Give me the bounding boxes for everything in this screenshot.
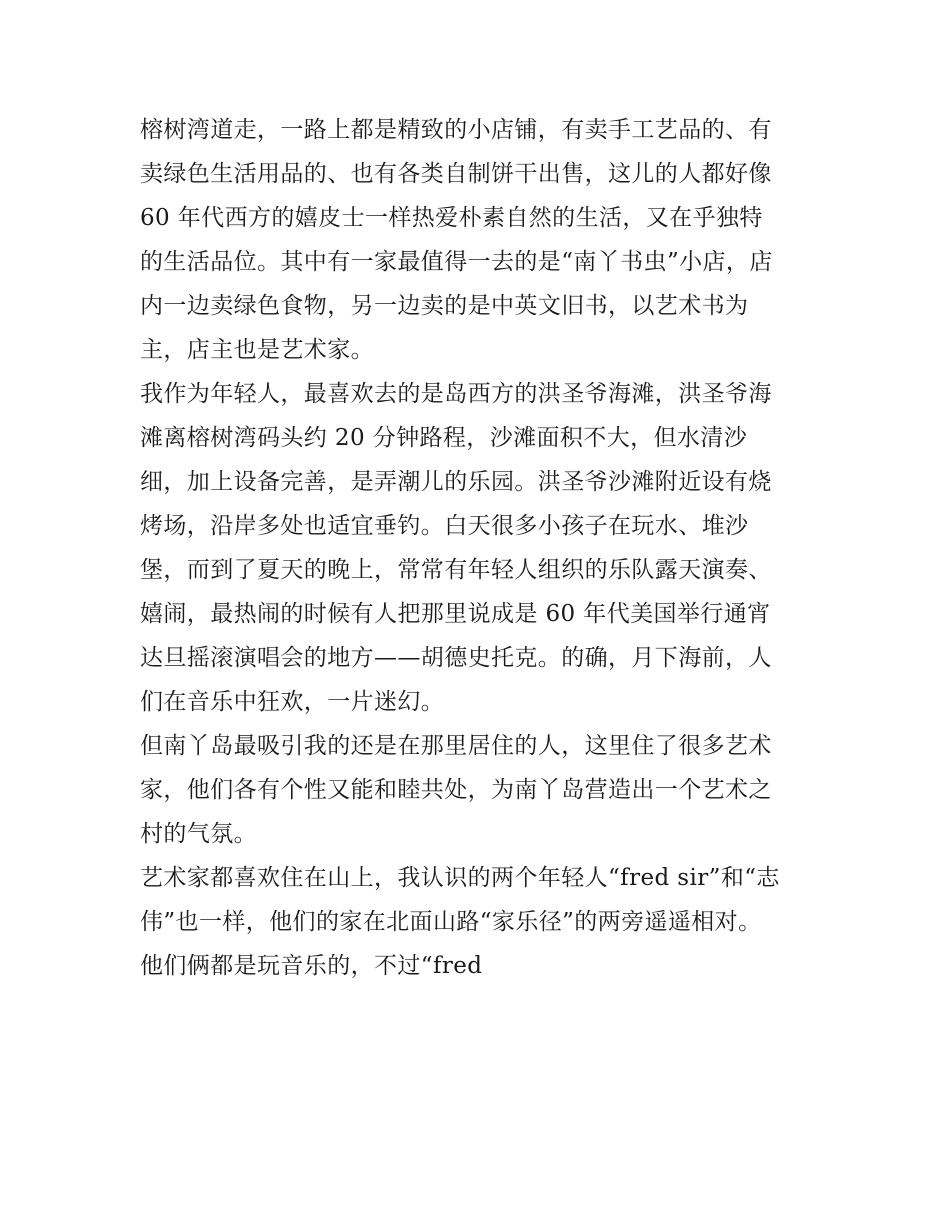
text-line: 家，他们各有个性又能和睦共处，为南丫岛营造出一个艺术之 (140, 777, 772, 803)
text-line: 嬉闹，最热闹的时候有人把那里说成是 60 年代美国举行通宵 (140, 601, 771, 627)
text-line: 烤场，沿岸多处也适宜垂钓。白天很多小孩子在玩水、堆沙 (140, 513, 749, 539)
text-line: 卖绿色生活用品的、也有各类自制饼干出售，这儿的人都好像 (140, 161, 772, 187)
text-line: 细，加上设备完善，是弄潮儿的乐园。洪圣爷沙滩附近设有烧 (140, 469, 772, 495)
text-line: 但南丫岛最吸引我的还是在那里居住的人，这里住了很多艺术 (140, 733, 772, 759)
text-line: 内一边卖绿色食物，另一边卖的是中英文旧书，以艺术书为 (140, 293, 749, 319)
text-line: 达旦摇滚演唱会的地方——胡德史托克。的确，月下海前，人 (140, 645, 772, 671)
text-line: 我作为年轻人，最喜欢去的是岛西方的洪圣爷海滩，洪圣爷海 (140, 381, 772, 407)
text-line: 他们俩都是玩音乐的，不过“fred (140, 953, 483, 979)
text-line: 们在音乐中狂欢，一片迷幻。 (140, 689, 445, 715)
body-text (140, 108, 820, 988)
text-line: 的生活品位。其中有一家最值得一去的是“南丫书虫”小店，店 (140, 249, 773, 275)
text-line: 60 年代西方的嬉皮士一样热爱朴素自然的生活，又在乎独特 (140, 205, 763, 231)
text-line: 榕树湾道走，一路上都是精致的小店铺，有卖手工艺品的、有 (140, 117, 772, 143)
text-line: 艺术家都喜欢住在山上，我认识的两个年轻人“fred sir”和“志 (140, 865, 780, 891)
text-line: 村的气氛。 (140, 821, 257, 847)
text-line: 主，店主也是艺术家。 (140, 337, 374, 363)
text-line: 伟”也一样，他们的家在北面山路“家乐径”的两旁遥遥相对。 (140, 909, 762, 935)
text-line: 滩离榕树湾码头约 20 分钟路程，沙滩面积不大，但水清沙 (140, 425, 748, 451)
text-line: 堡，而到了夏天的晚上，常常有年轻人组织的乐队露天演奏、 (140, 557, 772, 583)
